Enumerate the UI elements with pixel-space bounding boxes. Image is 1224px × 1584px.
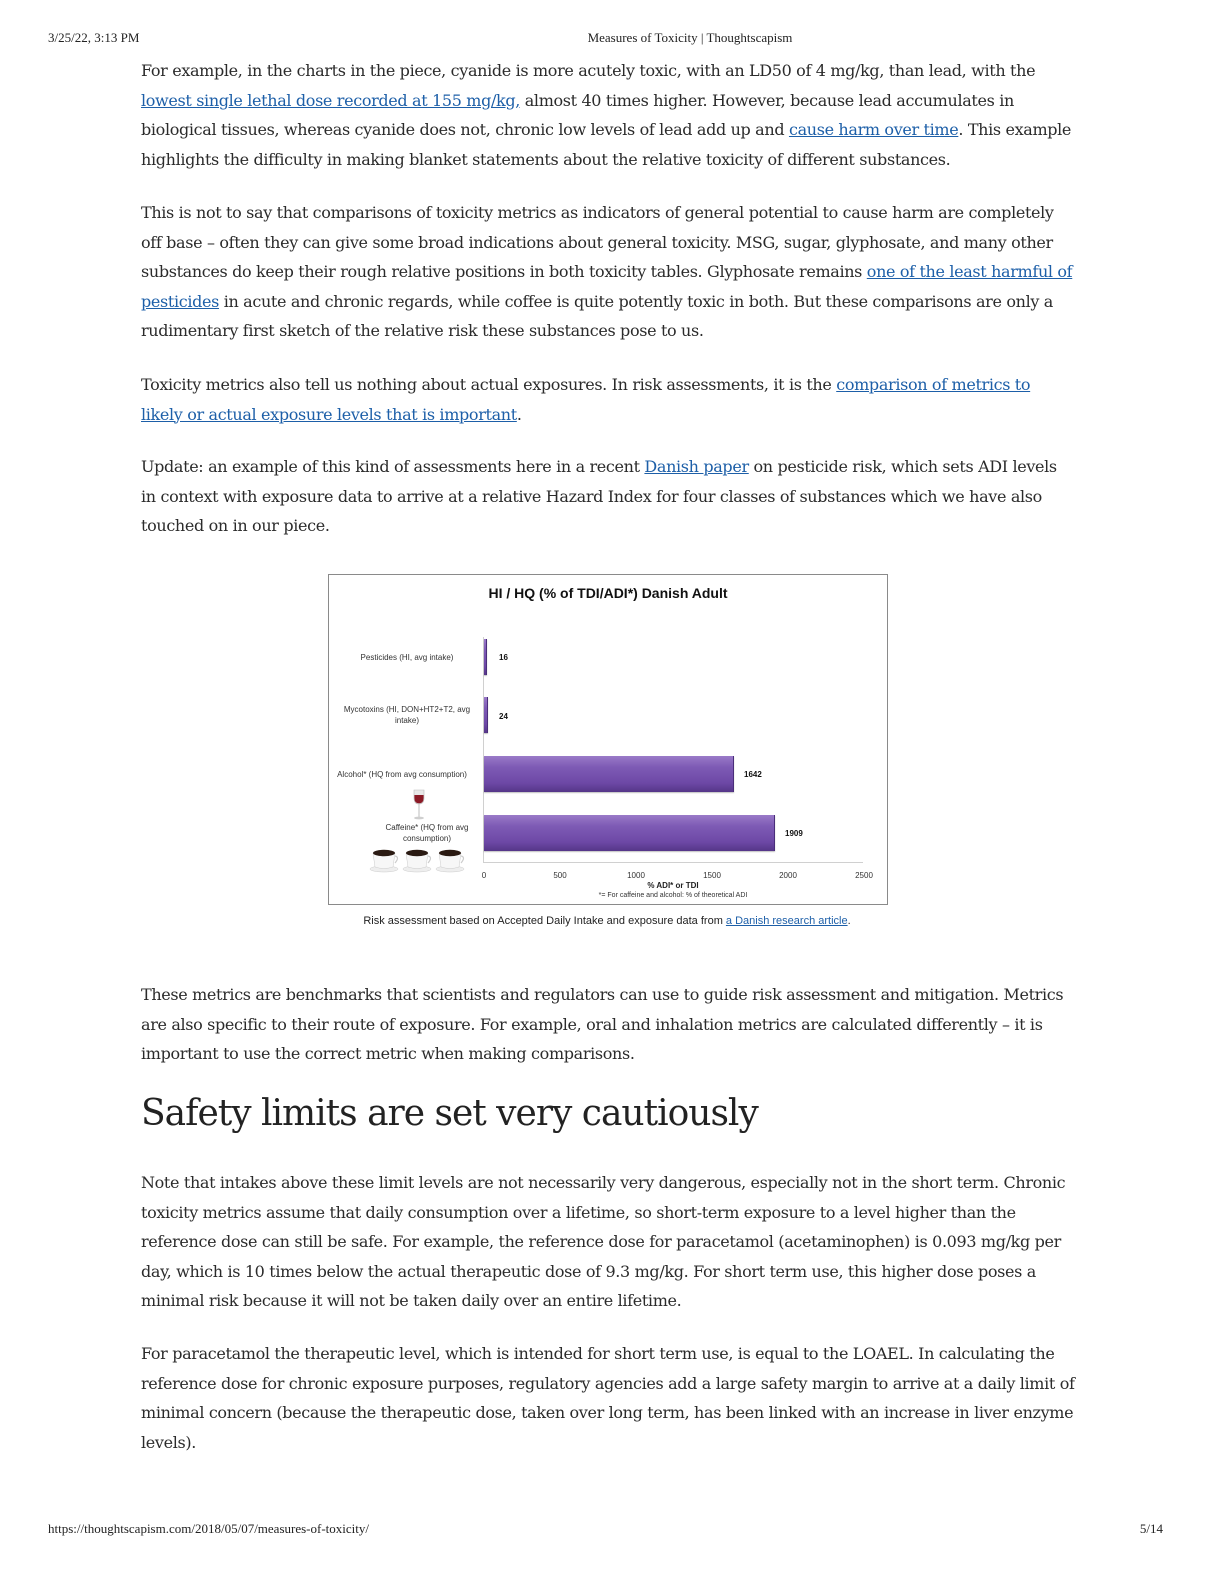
text: For example, in the charts in the piece, cyanide is more acutely toxic, with an LD50 of 4 mg/kg, than lead, with the (141, 61, 1036, 80)
bar-mycotoxins (484, 697, 488, 733)
link-danish-research-article[interactable]: a Danish research article (725, 915, 848, 927)
paragraph-paracetamol (141, 1339, 1076, 1457)
coffee-cups-icon (369, 843, 469, 873)
x-tick: 2500 (855, 871, 873, 880)
category-label-caffeine: Caffeine* (HQ from avg consumption) (385, 823, 469, 843)
print-page-title: Measures of Toxicity | Thoughtscapism (587, 30, 793, 45)
text: Risk assessment based on Accepted Daily Intake and exposure data from (363, 915, 726, 927)
text: in acute and chronic regards, while coffee is quite potently toxic in both. But these comparisons are only a rudimentary first sketch of the relative risk these substances pose to us. (141, 291, 1053, 340)
bar-value-caffeine: 1909 (785, 829, 803, 838)
text: These metrics are benchmarks that scientists and regulators can use to guide risk assessment and mitigation. Metrics are also specific to their route of exposure. For example, oral and inhalation metrics are calculated differently – it is important to use the correct metric when making comparisons. (141, 985, 1064, 1063)
paragraph-exposures (141, 370, 1076, 429)
paragraph-benchmarks (141, 980, 1076, 1069)
chart-x-axis (483, 862, 863, 863)
text: . This example highlights the difficulty in making blanket statements about the relative toxicity of different substances. (141, 120, 1072, 169)
bar-pesticides (484, 639, 487, 675)
x-tick: 0 (481, 871, 487, 880)
paragraph-comparisons (141, 198, 1076, 346)
x-tick: 500 (553, 871, 567, 880)
link-least-harmful-pesticides[interactable]: one of the least harmful of pesticides (141, 262, 1073, 311)
text: . (516, 404, 522, 424)
bar-value-mycotoxins: 24 (499, 712, 508, 721)
print-url: https://thoughtscapism.com/2018/05/07/measures-of-toxicity/ (48, 1521, 369, 1536)
bar-value-alcohol: 1642 (744, 770, 762, 779)
link-lowest-lethal-dose[interactable]: lowest single lethal dose recorded at 155 mg/kg, (141, 90, 520, 110)
chart-footnote: *= For caffeine and alcohol: % of theoretical ADI (598, 892, 748, 899)
hazard-index-chart (328, 574, 888, 905)
category-label-alcohol: Alcohol* (HQ from avg consumption) (337, 770, 467, 779)
link-cause-harm-over-time[interactable]: cause harm over time (788, 120, 959, 139)
category-label-mycotoxins: Mycotoxins (HI, DON+HT2+T2, avg intake) (343, 705, 471, 725)
text: almost 40 times higher. However, because lead accumulates in biological tissues, whereas cyanide does not, chronic low levels of lead add up and (141, 90, 1014, 139)
bar-value-pesticides: 16 (499, 653, 508, 662)
x-tick: 1000 (627, 871, 645, 880)
paragraph-cyanide-lead (141, 56, 1076, 174)
text: For paracetamol the therapeutic level, which is intended for short term use, is equal to the LOAEL. In calculating the reference dose for chronic exposure purposes, regulatory agencies add a large safety margin to arrive at a daily limit of minimal concern (because the therapeutic dose, taken over long term, has been linked with an increase in liver enzyme levels). (141, 1344, 1075, 1452)
text: . (847, 915, 851, 927)
x-tick: 2000 (779, 871, 797, 880)
text: on pesticide risk, which sets ADI levels in context with exposure data to arrive at a relative Hazard Index for four classes of substances which we have also touched on in our piece. (141, 457, 1057, 535)
print-datetime: 3/25/22, 3:13 PM (48, 30, 140, 45)
paragraph-limit-levels (141, 1168, 1076, 1316)
text: Update: an example of this kind of assessments here in a recent (141, 457, 645, 476)
section-heading: Safety limits are set very cautiously (141, 1093, 758, 1134)
wine-glass-icon (412, 789, 426, 821)
link-danish-paper[interactable]: Danish paper (644, 457, 749, 476)
text: This is not to say that comparisons of toxicity metrics as indicators of general potential to cause harm are completely off base – often they can give some broad indications about general toxicity. MSG, sugar, glyphosate, and many other substances do keep their rough relative positions in both toxicity tables. Glyphosate remains (141, 203, 1054, 281)
text: Toxicity metrics also tell us nothing about actual exposures. In risk assessments, it is the (141, 375, 837, 394)
figure-caption (328, 915, 886, 927)
category-label-pesticides: Pesticides (HI, avg intake) (360, 653, 454, 662)
x-axis-label: % ADI* or TDI (647, 881, 699, 890)
x-tick: 1500 (703, 871, 721, 880)
bar-caffeine (484, 815, 775, 851)
text: Note that intakes above these limit levels are not necessarily very dangerous, especially not in the short term. Chronic toxicity metrics assume that daily consumption over a lifetime, so short-term exposure to a level higher than the reference dose can still be safe. For example, the reference dose for paracetamol (acetaminophen) is 0.093 mg/kg per day, which is 10 times below the actual therapeutic dose of 9.3 mg/kg. For short term use, this higher dose poses a minimal risk because it will not be taken daily over an entire lifetime. (141, 1173, 1066, 1310)
chart-title: HI / HQ (% of TDI/ADI*) Danish Adult (488, 585, 728, 601)
link-comparison-of-metrics[interactable]: comparison of metrics to likely or actual exposure levels that is important (141, 375, 1031, 424)
paragraph-update (141, 452, 1076, 541)
bar-alcohol (484, 756, 734, 792)
page-number: 5/14 (1139, 1521, 1163, 1536)
